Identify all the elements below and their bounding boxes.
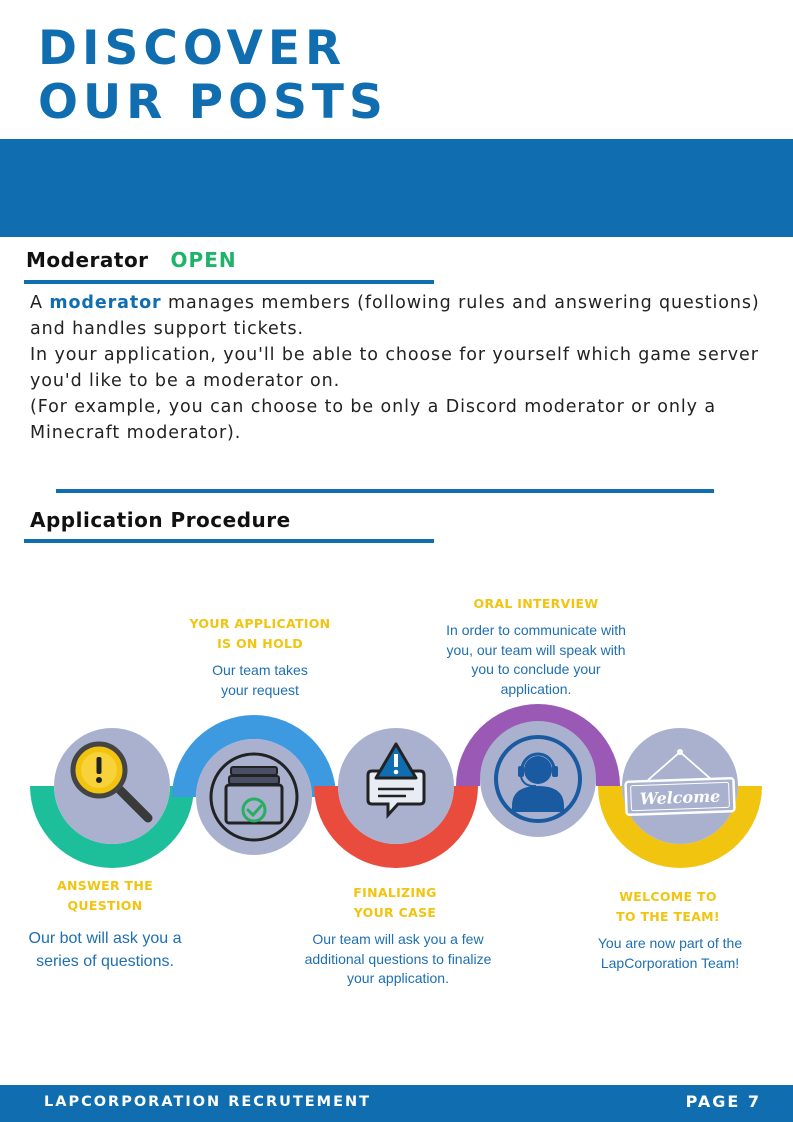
step-1-text xyxy=(5,927,205,973)
step-4-title xyxy=(436,594,636,614)
step-4-text-line-3: you to conclude your xyxy=(471,661,601,677)
role-description-line-3: (For example, you can choose to be only a Discord moderator or only a Minecraft moderator). xyxy=(30,397,716,443)
step-2-title-line-1: YOUR APPLICATION xyxy=(189,616,331,631)
step-1-title-line-2: QUESTION xyxy=(67,898,143,913)
welcome-sign-text: Welcome xyxy=(639,786,721,809)
desc-prefix: A xyxy=(30,293,50,313)
step-5-title-line-1: WELCOME TO xyxy=(619,889,717,904)
desc-highlight: moderator xyxy=(49,293,162,313)
step-4-text-line-1: In order to communicate with xyxy=(446,622,626,638)
step-5-title-line-2: TO THE TEAM! xyxy=(616,909,720,924)
procedure-heading-underline xyxy=(24,539,434,543)
step-3-title-line-2: YOUR CASE xyxy=(353,905,437,920)
step-3-text xyxy=(288,930,508,989)
step-5-text xyxy=(570,934,770,973)
page-title-line-2: OUR POSTS xyxy=(38,75,388,130)
role-status-badge: OPEN xyxy=(170,248,237,272)
footer-bar xyxy=(0,1085,793,1122)
role-description-line-1 xyxy=(30,290,780,342)
role-name: Moderator xyxy=(26,248,149,272)
page-title-line-1: DISCOVER xyxy=(38,21,347,76)
step-3-title xyxy=(305,883,485,923)
step-2-title-line-2: IS ON HOLD xyxy=(217,636,303,651)
step-4-text xyxy=(426,621,646,699)
step-4-title-line-1: ORAL INTERVIEW xyxy=(473,596,599,611)
page-number: PAGE 7 xyxy=(685,1092,761,1111)
step-2-title xyxy=(170,614,350,654)
step-1-text-line-1: Our bot will ask you a xyxy=(28,930,182,947)
step-3-text-line-3: your application. xyxy=(347,970,449,986)
role-heading-underline xyxy=(24,280,434,284)
step-5-title xyxy=(578,887,758,927)
procedure-heading: Application Procedure xyxy=(30,508,291,532)
step-4-text-line-4: application. xyxy=(500,680,572,697)
role-heading xyxy=(26,248,237,272)
footer-brand: LAPCORPORATION RECRUTEMENT xyxy=(44,1094,372,1110)
step-5-text-line-1: You are now part of the xyxy=(597,935,743,951)
step-1-text-line-2: series of questions. xyxy=(36,953,174,970)
step-3-title-line-1: FINALIZING xyxy=(353,885,437,900)
step-1-title-line-1: ANSWER THE xyxy=(57,878,153,893)
role-description-line-2: In your application, you'll be able to choose for yourself which game server you'd like to be a moderator on. xyxy=(30,345,759,391)
section-divider xyxy=(56,489,714,493)
step-3-text-line-2: additional questions to finalize xyxy=(304,950,492,967)
step-3-text-line-1: Our team will ask you a few xyxy=(312,931,484,947)
step-2-text-line-2: your request xyxy=(221,681,299,698)
header-banner xyxy=(0,139,793,237)
role-description xyxy=(30,290,780,446)
step-4-text-line-2: you, our team will speak with xyxy=(446,641,626,658)
procedure-steps-graphic xyxy=(0,690,793,880)
step-2-text-line-1: Our team takes xyxy=(212,662,308,678)
step-1-title xyxy=(20,876,190,916)
desc-line-1-rest: manages members (following rules and answering questions) and handles support tickets. xyxy=(30,293,760,339)
page-title xyxy=(38,22,388,130)
step-5-text-line-2: LapCorporation Team! xyxy=(600,954,740,971)
